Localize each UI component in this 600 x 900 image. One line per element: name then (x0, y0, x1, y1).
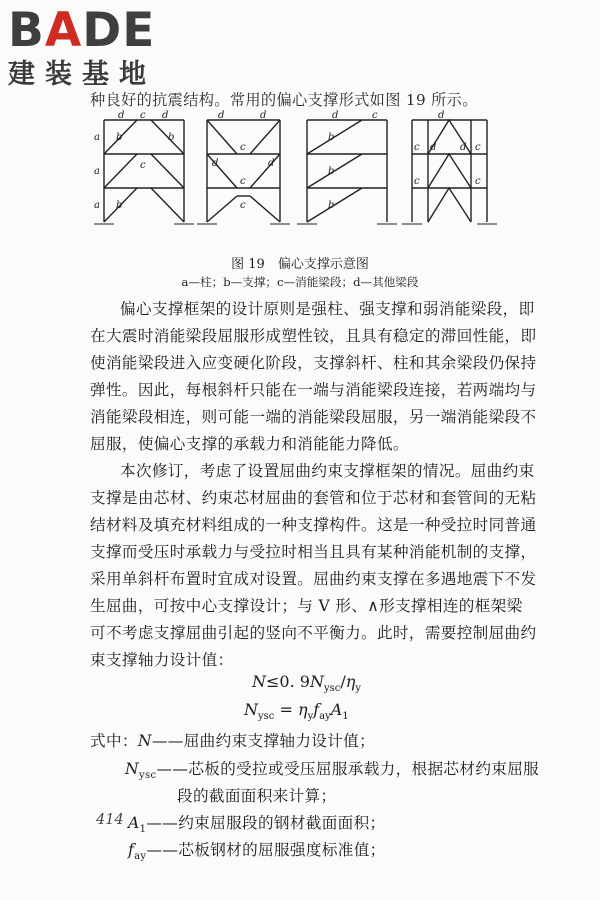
definition-1: 式中：N——屈曲约束支撑轴力设计值； (90, 732, 376, 750)
definition-2-cont: 段的截面面积来计算； (177, 787, 337, 805)
definition-4: $f_{ay}——$芯板钢材的屈服强度标准值； (128, 841, 386, 863)
p2-line-4: 支撑而受压时承载力与受拉时相当且具有某种消能机制的支撑， (90, 543, 537, 561)
definition-3: $A_1——$约束屈服段的钢材截面面积； (128, 814, 386, 836)
svg-text:c: c (372, 110, 378, 121)
svg-text:d: d (218, 110, 225, 121)
p1-line-5: 消能梁段相连，则可能一端的消能梁段屈服，另一端消能梁段不 (90, 408, 537, 426)
top-text-line: 种良好的抗震结构。常用的偏心支撑形式如图 19 所示。 (90, 91, 478, 109)
svg-text:c: c (240, 142, 246, 153)
svg-text:c: c (240, 176, 246, 187)
svg-text:d: d (438, 110, 445, 121)
svg-text:d: d (460, 142, 467, 153)
svg-text:d: d (212, 158, 219, 169)
p1-line-4: 弹性。因此，每根斜杆只能在一端与消能梁段连接，若两端均与 (90, 381, 537, 399)
p2-line-3: 结材料及填充材料组成的一种支撑构件。这是一种受拉时同普通 (90, 516, 537, 534)
svg-text:d: d (260, 110, 267, 121)
svg-text:b: b (328, 132, 335, 143)
svg-text:b: b (328, 200, 335, 211)
svg-text:c: c (140, 110, 146, 121)
p2-line-6: 生屈曲，可按中心支撑设计；与 V 形、∧形支撑相连的框架梁 (90, 597, 523, 615)
svg-text:b: b (168, 132, 175, 143)
svg-text:c: c (475, 176, 481, 187)
svg-text:b: b (328, 166, 335, 177)
logo-subtitle: 建装基地 (8, 59, 156, 90)
p1-line-2: 在大震时消能梁段屈服形成塑性铰，且具有稳定的滞回性能，即 (90, 327, 537, 345)
logo-text: BADE (8, 3, 156, 58)
svg-text:b: b (116, 200, 123, 211)
frame-4 (412, 120, 487, 222)
p1-line-1: 偏心支撑框架的设计原则是强柱、强支撑和弱消能梁段，即 (120, 300, 535, 318)
p1-line-3: 使消能梁段进入应变硬化阶段，支撑斜杆、柱和其余梁段仍保持 (90, 354, 537, 372)
svg-text:c: c (240, 200, 246, 211)
figure-caption: 图 19 偏心支撑示意图 (231, 257, 369, 272)
svg-text:c: c (414, 176, 420, 187)
p2-line-2: 支撑是由芯材、约束芯材屈曲的套管和位于芯材和套管间的无粘 (90, 489, 537, 507)
svg-text:d: d (430, 142, 437, 153)
svg-text:c: c (475, 142, 481, 153)
figure-legend: a—柱；b—支撑；c—消能梁段；d—其他梁段 (181, 275, 419, 289)
svg-text:d: d (118, 110, 125, 121)
formula-1: N≤0. $9N_{ysc}/\eta_y$ (252, 672, 361, 695)
p2-line-8: 束支撑轴力设计值： (90, 651, 234, 669)
p1-line-6: 屈服，使偏心支撑的承载力和消能能力降低。 (90, 435, 409, 453)
svg-text:d: d (162, 110, 169, 121)
p2-line-1: 本次修订，考虑了设置屈曲约束支撑框架的情况。屈曲约束 (120, 462, 535, 480)
logo-word (8, 3, 198, 58)
frame-3 (307, 120, 387, 222)
p2-line-7: 可不考虑支撑屈曲引起的竖向不平衡力。此时，需要控制屈曲约 (90, 624, 537, 642)
svg-text:b: b (116, 132, 123, 143)
svg-text:a: a (94, 166, 100, 177)
p2-line-5: 采用单斜杆布置时宜成对设置。屈曲约束支撑在多遇地震下不发 (90, 570, 537, 588)
svg-text:d: d (268, 158, 275, 169)
svg-text:c: c (414, 142, 420, 153)
svg-text:d: d (332, 110, 339, 121)
svg-text:c: c (140, 160, 146, 171)
logo (8, 3, 198, 90)
svg-text:a: a (94, 200, 100, 211)
definition-2: $N_{ysc}——$芯板的受拉或受压屈服承载力，根据芯材约束屈服 (125, 760, 540, 782)
eccentric-bracing-figure (92, 110, 508, 238)
page-number: 414 (96, 812, 124, 828)
formula-2: $N_{ysc} = \eta_yf_{ay}A_1$ (244, 700, 349, 723)
svg-text:a: a (94, 132, 100, 143)
